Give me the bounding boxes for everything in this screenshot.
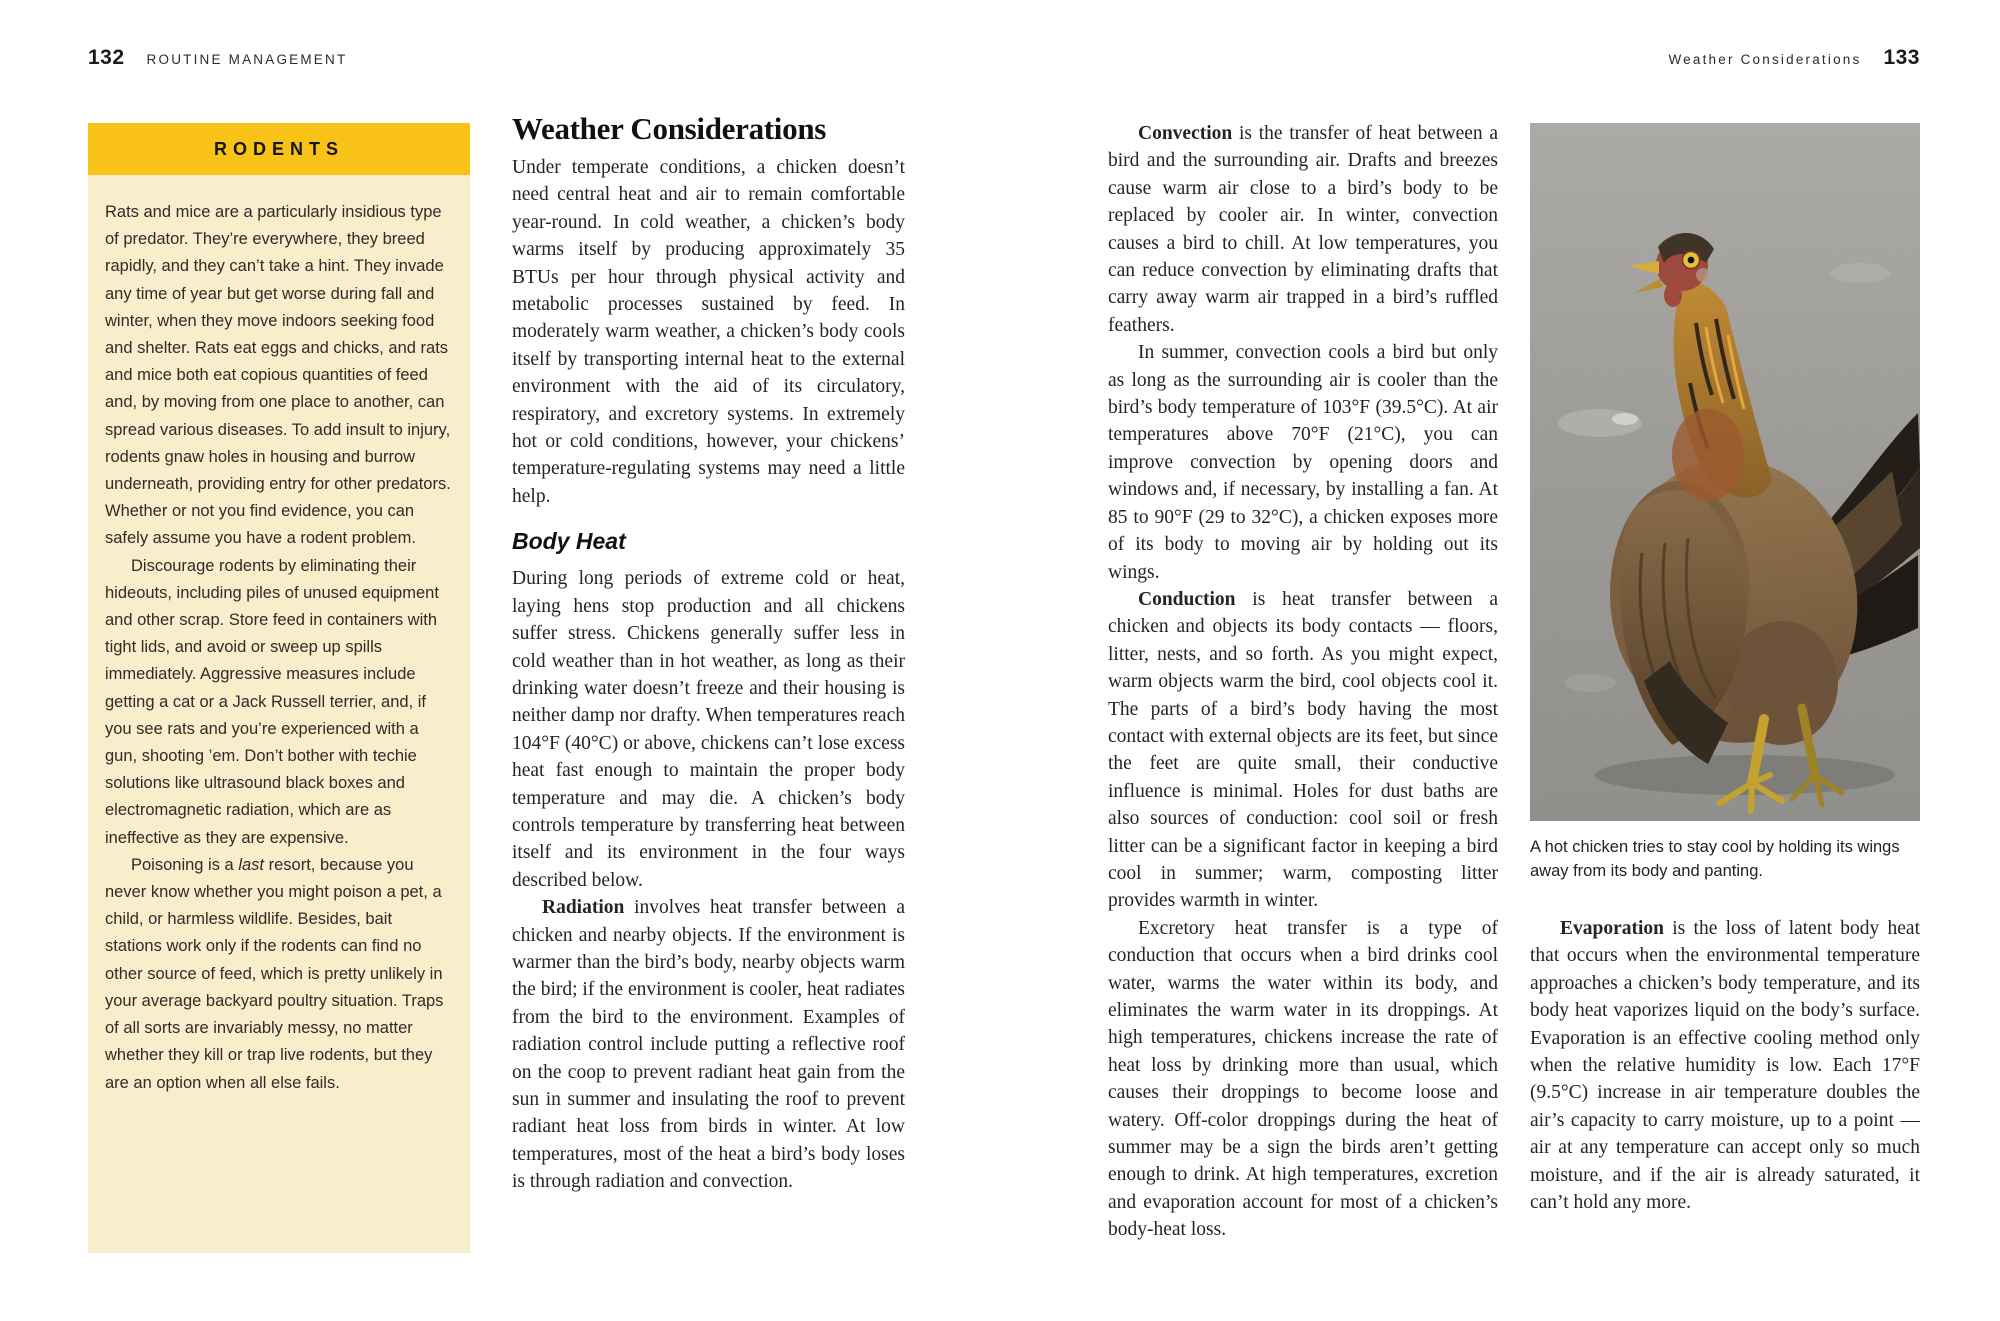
rodents-sidebar-header <box>88 123 470 175</box>
running-head-left <box>88 46 347 70</box>
conduction-lead: Conduction <box>1138 588 1236 610</box>
page-number-right: 133 <box>1883 46 1920 69</box>
article-column-right-2 <box>1530 915 1920 1216</box>
photo-caption: A hot chicken tries to stay cool by holding its wings away from its body and panting. <box>1530 838 1900 880</box>
paragraph-convection-summer: In summer, convection cools a bird but only as long as the surrounding air is cooler than the bird’s body temperature of 103°F (39.5°C). At air temperatures above 70°F (21°C), you can improve convection by opening doors and windows and, if necessary, by installing a fan. At 85 to 90°F (29 to 32°C), a chicken exposes more of its body to moving air by holding out its wings. <box>1108 342 1498 583</box>
sidebar-paragraph-3 <box>105 852 453 1097</box>
article-column-left <box>512 112 905 1196</box>
evaporation-lead: Evaporation <box>1560 918 1665 939</box>
sidebar-paragraph-2: Discourage rodents by eliminating their hideouts, including piles of unused equipment and other scrap. Store feed in containers with tight lids, and avoid or sweep up spills immediately. Aggressive measures include getting a cat or a Jack Russell terrier, and, if you see rats and you’re experienced with a gun, shooting ’em. Don’t bother with techie solutions like ultrasound black boxes and electromagnetic radiation, which are as ineffective as they are expensive. <box>105 556 439 847</box>
chicken-photo-image <box>1530 123 1920 821</box>
sidebar-p3-pre: Poisoning is a <box>131 855 239 874</box>
sidebar-paragraph-1: Rats and mice are a particularly insidious type of predator. They’re everywhere, they breed rapidly, and they can’t take a hint. They invade any time of year but get worse during fall and winter, when they move indoors seeking food and shelter. Rats eat eggs and chicks, and rats and mice both eat copious quantities of feed and, by moving from one place to another, can spread various diseases. To add insult to injury, rodents gnaw holes in housing and burrow underneath, providing entry for other predators. Whether or not you find evidence, you can safely assume you have a rodent problem. <box>105 203 451 548</box>
running-head-right-title: Weather Considerations <box>1668 52 1862 67</box>
paragraph-convection <box>1108 120 1498 339</box>
conduction-text: is heat transfer between a chicken and objects its body contacts — floors, litter, nests, and so forth. As you might expect, warm objects warm the bird, cool objects cool it. The parts of a bird’s body having the most contact with external objects are its feet, but since the feet are quite small, their conductive influence is minimal. Holes for dust baths are also sources of conduction: cool soil or fresh litter can be a significant factor in keeping a bird cool in summer; warm, composting litter provides warmth in winter. <box>1108 588 1498 912</box>
rodents-sidebar-box <box>88 123 470 1253</box>
radiation-text: involves heat transfer between a chicken and nearby objects. If the environment is warmer than the bird’s body, nearby objects warm the bird; if the environment is cooler, heat radiates from the bird to the environment. Examples of radiation control include putting a reflective roof on the coop to prevent radiant heat gain from the sun in summer and insulating the roof to prevent radiant heat loss from birds in winter. At low temperatures, most of the heat a bird’s body loses is through radiation and convection. <box>512 897 905 1193</box>
chicken-photo <box>1530 123 1920 821</box>
page-number-left: 132 <box>88 46 125 69</box>
rodents-sidebar-body <box>88 175 470 1097</box>
paragraph-evaporation <box>1530 915 1920 1216</box>
body-heat-paragraph-radiation <box>512 894 905 1195</box>
radiation-lead: Radiation <box>542 897 625 919</box>
rodents-sidebar-title: RODENTS <box>213 138 344 159</box>
running-head-left-title: ROUTINE MANAGEMENT <box>146 52 348 67</box>
paragraph-conduction <box>1108 586 1498 915</box>
article-intro-paragraph: Under temperate conditions, a chicken doesn’t need central heat and air to remain comfortable year-round. In cold weather, a chicken’s body warms itself by producing approximately 35 BTUs per hour through physical activity and metabolic processes sustained by feed. In moderately warm weather, a chicken’s body cools itself by transporting internal heat to the external environment with the aid of its circulatory, respiratory, and excretory systems. In extremely hot or cold conditions, however, your chickens’ temperature-regulating systems may need a little help. <box>512 157 905 507</box>
section-heading-body-heat: Body Heat <box>512 528 626 555</box>
article-title: Weather Considerations <box>512 111 827 146</box>
running-head-right <box>1668 46 1920 70</box>
article-column-right-1 <box>1108 120 1498 1244</box>
convection-text: is the transfer of heat between a bird and the surrounding air. Drafts and breezes cause warm air close to a bird’s body to be replaced by cooler air. In winter, convection causes a bird to chill. At low temperatures, you can reduce convection by eliminating drafts that carry away warm air trapped in a bird’s ruffled feathers. <box>1108 123 1498 336</box>
evaporation-text: is the loss of latent body heat that occurs when the environmental temperature approaches a chicken’s body temperature, and its body heat vaporizes liquid on the body’s surface. Evaporation is an effective cooling method only when the relative humidity is low. Each 17°F (9.5°C) increase in air temperature doubles the air’s capacity to carry moisture, up to a point — air at any temperature can accept only so much moisture, and if the air is already saturated, it can’t hold any more. <box>1530 918 1920 1214</box>
sidebar-p3-italic-word: last <box>238 855 265 874</box>
sidebar-p3-post: resort, because you never know whether you might poison a pet, a child, or harmless wildlife. Besides, bait stations work only if the rodents can find no other source of feed, which is pretty unlikely in your average backyard poultry situation. Traps of all sorts are invariably messy, no matter whether they kill or trap live rodents, but they are an option when all else fails. <box>105 855 444 1092</box>
body-heat-paragraph-1: During long periods of extreme cold or heat, laying hens stop production and all chickens suffer stress. Chickens generally suffer less in cold weather than in hot weather, as long as their drinking water doesn’t freeze and their housing is neither damp nor drafty. When temperatures reach 104°F (40°C) or above, chickens can’t lose excess heat fast enough to maintain the proper body temperature and may die. A chicken’s body controls temperature by transferring heat between itself and its environment in the four ways described below. <box>512 568 905 891</box>
convection-lead: Convection <box>1138 123 1233 144</box>
paragraph-excretory: Excretory heat transfer is a type of conduction that occurs when a bird drinks cool water, warms the water within its body, and eliminates the warm water in its droppings. At high temperatures, chickens increase the rate of heat loss by drinking more than usual, which causes their droppings to become loose and watery. Off-color droppings during the heat of summer may be a sign the birds aren’t getting enough to drink. At high temperatures, excretion and evaporation account for most of a chicken’s body-heat loss. <box>1108 917 1498 1241</box>
